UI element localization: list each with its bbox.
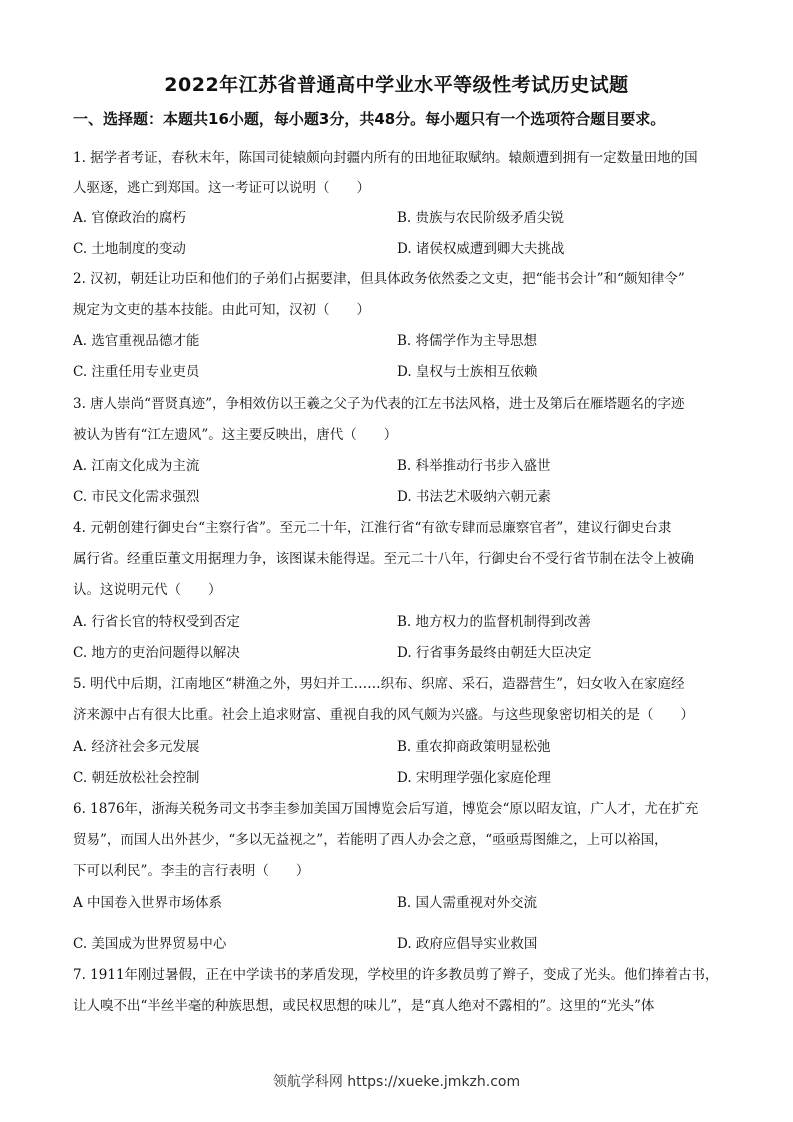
question-stem-line: 下可以利民”。李圭的言行表明（ ） (73, 863, 310, 879)
question-stem-line: 5. 明代中后期，江南地区“耕渔之外，男妇并工……织布、织席、采石，造器营生”，妇女收入在家庭经 (73, 676, 685, 692)
option-a: A. 行省长官的特权受到否定 (73, 614, 240, 630)
option-d: D. 诸侯权威遭到卿大夫挑战 (397, 241, 565, 257)
option-b: B. 地方权力的监督机制得到改善 (397, 614, 592, 630)
option-c: C. 朝廷放松社会控制 (73, 770, 200, 786)
option-a: A. 选官重视品德才能 (73, 333, 200, 349)
footer-watermark: 领航学科网 https://xueke.jmkzh.com (272, 1074, 521, 1090)
question-stem-line: 7. 1911年刚过暑假，正在中学读书的茅盾发现，学校里的许多教员剪了辫子，变成了光头。他们捧着古书， (73, 967, 719, 983)
option-d: D. 宋明理学强化家庭伦理 (397, 770, 551, 786)
option-d: D. 行省事务最终由朝廷大臣决定 (397, 645, 592, 661)
section-heading: 一、选择题：本题共16小题，每小题3分，共48分。每小题只有一个选项符合题目要求。 (73, 110, 666, 128)
question-stem-line: 3. 唐人崇尚“晋贤真迹”，争相效仿以王羲之父子为代表的江左书法风格，进士及第后在雁塔题名的字迹 (73, 396, 685, 412)
option-d: D. 书法艺术吸纳六朝元素 (397, 489, 551, 505)
question-stem-line: 让人嗅不出“半丝半毫的种族思想，或民权思想的味儿”，是“真人绝对不露相的”。这里的“光头”体 (73, 998, 655, 1014)
option-a: A. 官僚政治的腐朽 (73, 210, 186, 226)
option-b: B. 贵族与农民阶级矛盾尖锐 (397, 210, 565, 226)
option-c: C. 美国成为世界贸易中心 (73, 936, 227, 952)
question-stem-line: 被认为皆有“江左遗风”。这主要反映出，唐代（ ） (73, 427, 398, 443)
option-b: B. 科举推动行书步入盛世 (397, 458, 551, 474)
question-stem-line: 人驱逐，逃亡到郑国。这一考证可以说明（ ） (73, 180, 370, 196)
option-a: A 中国卷入世界市场体系 (73, 895, 223, 911)
page-title: 2022年江苏省普通高中学业水平等级性考试历史试题 (164, 74, 629, 96)
question-stem-line: 属行省。经重臣董文用据理力争，该图谋未能得逞。至元二十八年，行御史台不受行省节制在法令上被确 (73, 551, 694, 567)
option-c: C. 土地制度的变动 (73, 241, 186, 257)
question-stem-line: 1. 据学者考证，春秋末年，陈国司徒辕颇向封疆内所有的田地征取赋纳。辕颇遭到拥有一定数量田地的国 (73, 150, 698, 166)
option-b: B. 重农抑商政策明显松弛 (397, 739, 551, 755)
option-d: D. 政府应倡导实业救国 (397, 936, 538, 952)
question-stem-line: 2. 汉初，朝廷让功臣和他们的子弟们占据要津，但具体政务依然委之文吏，把“能书会计”和“颇知律令” (73, 271, 685, 287)
option-a: A. 经济社会多元发展 (73, 739, 200, 755)
option-c: C. 市民文化需求强烈 (73, 489, 200, 505)
question-stem-line: 认。这说明元代（ ） (73, 582, 222, 598)
question-stem-line: 6. 1876年，浙海关税务司文书李圭参加美国万国博览会后写道，博览会“原以昭友谊，广人才，尤在扩充 (73, 801, 699, 817)
option-b: B. 国人需重视对外交流 (397, 895, 538, 911)
question-stem-line: 贸易”，而国人出外甚少，“多以无益视之”，若能明了西人办会之意，“亟亟焉图維之，上可以裕国， (73, 832, 668, 848)
question-stem-line: 济来源中占有很大比重。社会上追求财富、重视自我的风气颇为兴盛。与这些现象密切相关的是（ ） (73, 707, 694, 723)
option-a: A. 江南文化成为主流 (73, 458, 200, 474)
question-stem-line: 4. 元朝创建行御史台“主察行省”。至元二十年，江淮行省“有欲专肆而忌廉察官者”，建议行御史台隶 (73, 520, 672, 536)
option-c: C. 注重任用专业吏员 (73, 364, 200, 380)
option-c: C. 地方的吏治问题得以解决 (73, 645, 240, 661)
question-stem-line: 规定为文吏的基本技能。由此可知，汉初（ ） (73, 302, 370, 318)
option-d: D. 皇权与士族相互依赖 (397, 364, 538, 380)
option-b: B. 将儒学作为主导思想 (397, 333, 538, 349)
